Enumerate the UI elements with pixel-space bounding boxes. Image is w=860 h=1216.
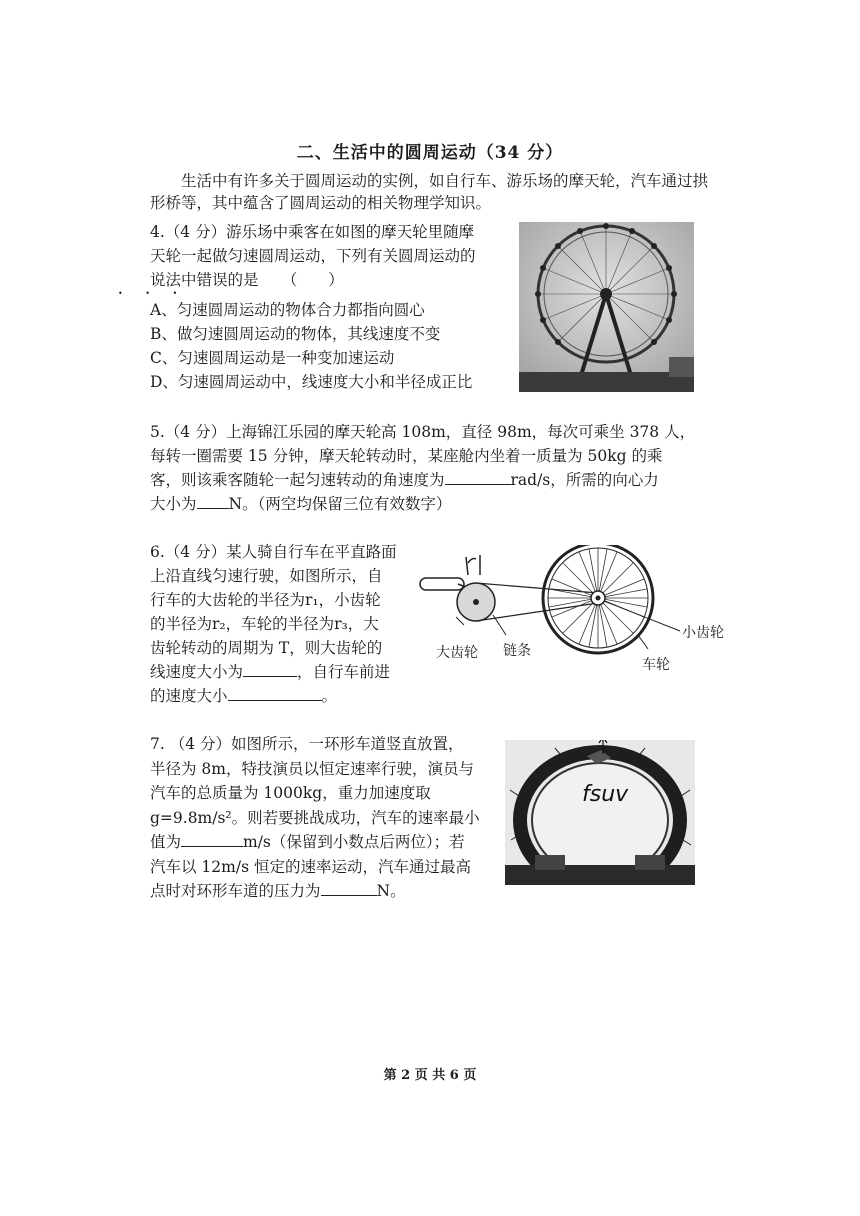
label-wheel: 车轮 [642, 657, 670, 673]
q5-line2: 每转一圈需要 15 分钟，摩天轮转动时，某座舱内坐着一质量为 50kg 的乘 [150, 447, 663, 465]
q4-line1: 4.（4 分）游乐场中乘客在如图的摩天轮里随摩 [150, 223, 475, 241]
q6-line6 [150, 660, 420, 684]
q5-line3-b: rad/s，所需的向心力 [510, 471, 659, 489]
q7-text [150, 732, 500, 904]
q4-line2: 天轮一起做匀速圆周运动，下列有关圆周运动的 [150, 247, 476, 265]
q7-line5-a: 值为 [150, 833, 182, 851]
page-footer: 第 2 页 共 6 页 [383, 1068, 477, 1083]
q5-line1: 5.（4 分）上海锦江乐园的摩天轮高 108m，直径 98m，每次可乘坐 378 人， [150, 423, 696, 441]
q7-line4: g=9.8m/s²。则若要挑战成功，汽车的速率最小 [150, 808, 480, 827]
q7-line2: 半径为 8m，特技演员以恒定速率行驶，演员与 [150, 759, 474, 778]
q4-line3: 说法中错误的是 （ ） [150, 271, 344, 289]
q4-options [150, 298, 520, 394]
q7-line5 [150, 830, 500, 855]
q4-option-b: B、做匀速圆周运动的物体，其线速度不变 [150, 325, 441, 343]
label-small-gear: 小齿轮 [682, 625, 724, 641]
label-chain: 链条 [503, 643, 531, 659]
q7-line1: 7. （4 分）如图所示，一环形车道竖直放置， [150, 735, 464, 753]
q6-text [150, 540, 420, 708]
q4-option-a: A、匀速圆周运动的物体合力都指向圆心 [150, 301, 425, 319]
q6-line6-b: ，自行车前进 [297, 663, 391, 681]
q5-text [150, 420, 720, 516]
q5-line4-a: 大小为 [150, 495, 197, 513]
q7-line7-a: 点时对环形车道的压力为 [150, 882, 321, 900]
q5-line3 [150, 468, 720, 492]
q6-blank-gear-speed[interactable] [243, 660, 297, 677]
q7-line7 [150, 879, 500, 904]
q6-line7-b: 。 [321, 687, 338, 705]
q6-line1: 6.（4 分）某人骑自行车在平直路面 [150, 543, 397, 561]
intro-paragraph: 生活中有许多关于圆周运动的实例，如自行车、游乐场的摩天轮，汽车通过拱形桥等，其中蕴含了圆周运动的相关物理学知识。 [150, 172, 709, 212]
q4-stem [150, 220, 520, 292]
section-title: 二、生活中的圆周运动（34 分） [296, 143, 564, 163]
q5-blank-angular-velocity[interactable] [445, 468, 511, 485]
q5-line4 [150, 492, 720, 516]
handwritten-note: fsuv [582, 782, 629, 807]
q6-line4: 的半径为r₂，车轮的半径为r₃，大 [150, 615, 379, 633]
q6-line5: 齿轮转动的周期为 T，则大齿轮的 [150, 639, 383, 657]
q4-option-d: D、匀速圆周运动中，线速度大小和半径成正比 [150, 373, 473, 391]
label-big-gear: 大齿轮 [436, 645, 478, 661]
bicycle-gear-diagram [418, 545, 738, 685]
q6-line3: 行车的大齿轮的半径为r₁，小齿轮 [150, 591, 381, 609]
q7-line3: 汽车的总质量为 1000kg，重力加速度取 [150, 784, 431, 802]
q6-line2: 上沿直线匀速行驶，如图所示，自 [150, 567, 383, 585]
q7-line5-b: m/s（保留到小数点后两位）；若 [243, 833, 465, 851]
q4-option-c: C、匀速圆周运动是一种变加速运动 [150, 349, 395, 367]
ferris-wheel-photo [519, 222, 694, 392]
q7-blank-pressure[interactable] [321, 879, 377, 896]
q5-line3-a: 客，则该乘客随轮一起匀速转动的角速度为 [150, 471, 445, 489]
q6-line6-a: 线速度大小为 [150, 663, 244, 681]
q5-line4-b: N。（两空均保留三位有效数字） [228, 495, 452, 513]
q7-blank-min-speed[interactable] [181, 830, 243, 847]
q7-line7-b: N。 [376, 882, 406, 900]
emphasis-dots: • • • [118, 289, 188, 298]
q6-blank-bike-speed[interactable] [228, 684, 322, 701]
q5-blank-centripetal-force[interactable] [197, 492, 229, 509]
q6-line7-a: 的速度大小 [150, 687, 228, 705]
loop-track-photo [505, 740, 695, 885]
q7-line6: 汽车以 12m/s 恒定的速率运动，汽车通过最高 [150, 857, 471, 876]
q6-line7 [150, 684, 420, 708]
